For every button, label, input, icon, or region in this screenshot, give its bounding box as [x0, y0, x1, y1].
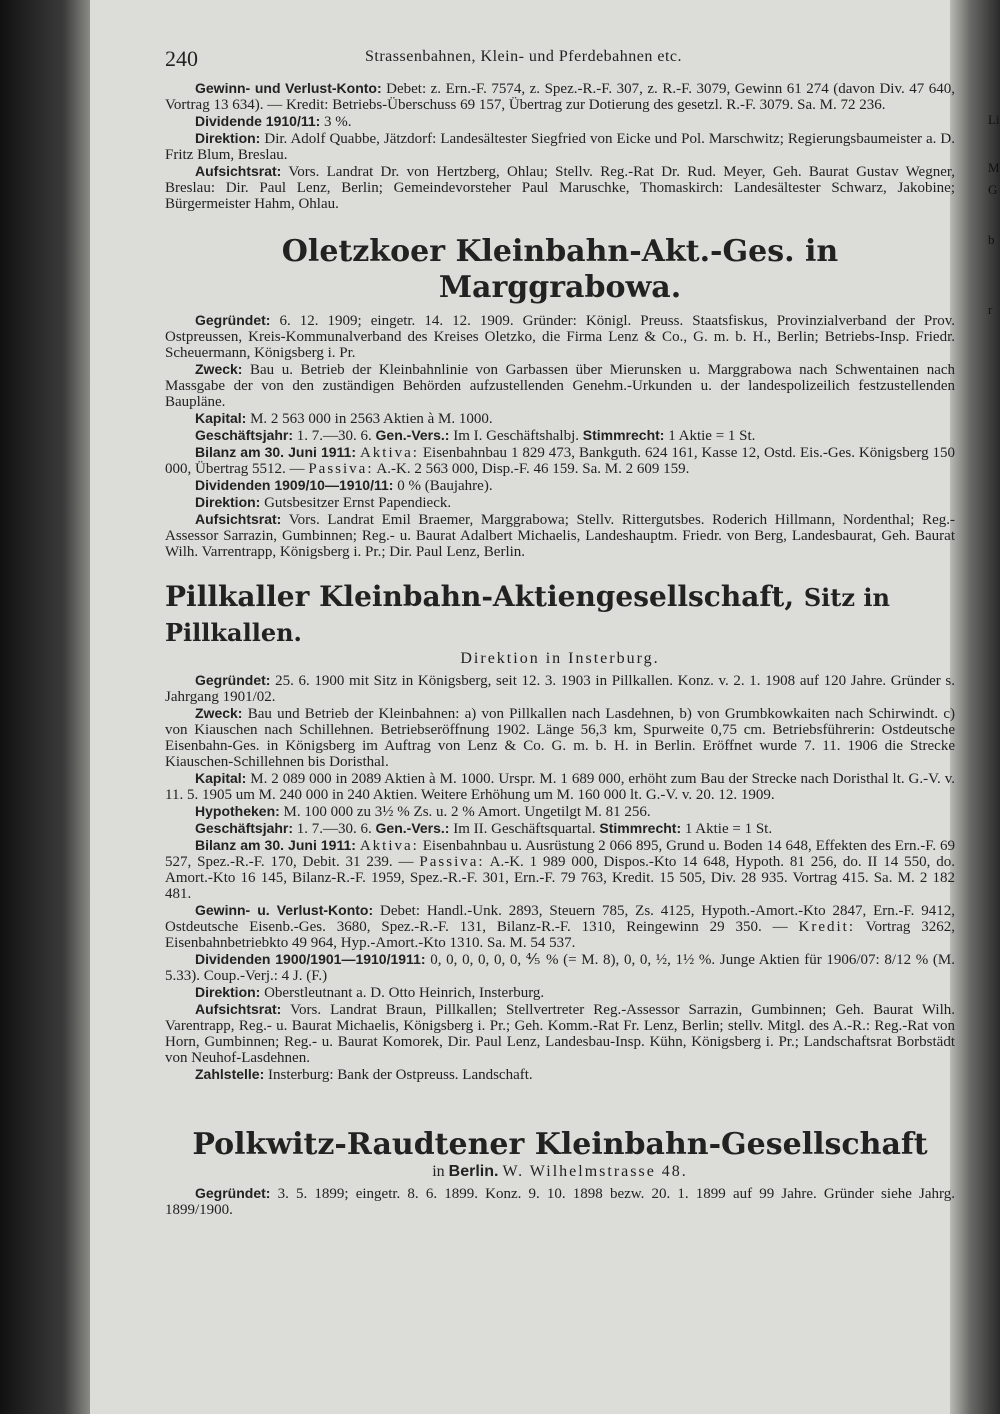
aufsichtsrat-entry [165, 163, 955, 212]
margin-fragment: b [988, 232, 995, 247]
hypotheken-entry [165, 803, 955, 820]
entry-text: Dir. Adolf Quabbe, Jätzdorf: Landesältester Siegfried von Eicke und Pol. Marschwitz; Regierungsbaumeister a. D. Fritz Blum, Breslau. [165, 131, 956, 163]
sub-in: in [432, 1163, 445, 1180]
geschaeftsjahr-entry [165, 427, 955, 444]
aktiva-label: Aktiva: [359, 445, 419, 461]
entry-text: Vors. Landrat Dr. von Hertzberg, Ohlau; Stellv. Reg.-Rat Dr. Rud. Meyer, Geh. Baurat Gustav Wegner, Breslau: Dir. Paul Lenz, Berlin; Gemeindevorsteher Paul Maruschke, Thomaskirch: Landesältester Schwarz, Jakobine; Bürgermeister Hahm, Ohlau. [165, 164, 956, 212]
entry-text: Debet: z. Ern.-F. 7574, z. Spez.-R.-F. 307, z. R.-F. 3079, Gewinn 61 274 (davon Div. 47 640, Vortrag 13 634). — Kredit: Betriebs-Überschuss 69 157, Übertrag zur Dotierung des gesetzl. R.-F. 3079. Sa. M. 72 236. [165, 81, 955, 113]
entry-text: 6. 12. 1909; eingetr. 14. 12. 1909. Gründer: Königl. Preuss. Staatsfiskus, Provinzialverband der Prov. Ostpreussen, Kreis-Kommunalverband des Kreises Oletzko, die Firma Lenz & Co., G. m. b. H., Berlin; Betriebs-Insp. Friedr. Scheuermann, Königsberg i. Pr. [165, 313, 955, 361]
margin-fragment: G [988, 182, 998, 197]
entry-text: A.-K. 1 989 000, Dispos.-Kto 14 648, Hypoth. 81 256, do. II 14 550, do. Amort.-Kto 16 145, Bilanz-R.-F. 1959, Spez.-R.-F. 301, Ern.-F. 79 763, Kredit. 15 505, Div. 28 935. Vortrag 415. Sa. M. 2 182 481. [165, 854, 956, 902]
sub-city: Berlin. [448, 1163, 499, 1180]
direktion-entry [165, 130, 955, 163]
company-heading-polkwitz: Polkwitz-Raudtener Kleinbahn-Gesellschaft [192, 1127, 928, 1162]
aktiva-label: Aktiva: [359, 838, 419, 854]
company-heading-oletzko: Oletzkoer Kleinbahn-Akt.-Ges. in Marggrabowa. [281, 234, 839, 305]
company-subheading [165, 1163, 955, 1181]
entry-text: M. 2 089 000 in 2089 Aktien à M. 1000. Urspr. M. 1 689 000, erhöht zum Bau der Strecke nach Doristhal lt. G.-V. v. 11. 5. 1905 um M. 240 000 in 240 Aktien. Weitere Erhöhung um M. 160 000 lt. G.-V. v. 20. 12. 1909. [165, 771, 955, 803]
sub-address: W. Wilhelmstrasse 48. [502, 1163, 688, 1180]
entry-key: Direktion: [195, 130, 261, 146]
entry-key: Stimmrecht: [582, 427, 665, 443]
page-content [165, 40, 955, 1218]
company-heading-pillkallen [165, 580, 955, 650]
bilanz-entry [165, 444, 955, 477]
dividenden-entry [165, 477, 955, 494]
entry-key: Bilanz am 30. Juni 1911: [195, 444, 356, 460]
kapital-entry [165, 410, 955, 427]
kredit-label: Kredit: [798, 919, 856, 935]
entry-key: Gegründet: [195, 672, 271, 688]
entry-text: Im II. Geschäftsquartal. [453, 821, 596, 837]
scan-left-edge [0, 0, 90, 1414]
page-number: 240 [165, 46, 198, 71]
entry-text: Vors. Landrat Braun, Pillkallen; Stellvertreter Reg.-Assessor Sarrazin, Gumbinnen; Geh. Baurat Wilh. Varentrapp, Reg.- u. Baurat Michaelis, Königsberg i. Pr.; Geh. Komm.-Rat Fr. Lenz, Berlin; stellv. Mitgl. des A.-R.: Reg.-Rat von Horn, Gumbinnen; Reg.- u. Baurat Komorek, Dir. Paul Lenz, Landesbau-Insp. Kühn, Königsberg i. Pr.; Landschaftsrat Borbstädt von Neuhof-Lasdehnen. [165, 1002, 955, 1066]
entry-text: Im I. Geschäftshalbj. [453, 428, 580, 444]
entry-key: Dividenden 1909/10—1910/11: [195, 477, 394, 493]
zweck-entry [165, 705, 955, 770]
margin-fragment: Li [988, 112, 1000, 127]
debet-label: Debet: [380, 903, 420, 919]
entry-key: Kapital: [195, 770, 247, 786]
entry-text: Handl.-Unk. 2893, Steuern 785, Zs. 4125, Hypoth.-Amort.-Kto 2847, Ern.-F. 9412, Ostdeutsche Eisenb.-Ges. 3680, Spez.-R.-F. 131, Bilanz-R.-F. 1310, Reingewinn 29 350. — [165, 903, 955, 935]
dividenden-entry [165, 951, 955, 984]
running-title: Strassenbahnen, Klein- und Pferdebahnen etc. [365, 48, 683, 65]
gewinn-verlust-entry [165, 80, 955, 113]
entry-key: Aufsichtsrat: [195, 511, 282, 527]
entry-text: Oberstleutnant a. D. Otto Heinrich, Insterburg. [264, 985, 545, 1001]
zweck-entry [165, 361, 955, 410]
gegruendet-entry [165, 672, 955, 705]
scan-right-edge [950, 0, 1000, 1414]
entry-text: Bau und Betrieb der Kleinbahnen: a) von Pillkallen nach Lasdehnen, b) von Grumbkowkaiten nach Schirwindt. c) von Kiauschen nach Schillehnen. Betriebseröffnung 1902. Länge 56,3 km, Spurweite 0,75 cm. Betriebsführerin: Ostdeutsche Eisenbahn-Ges. in Königsberg im Auftrag von Lenz & Co. G. m. b. H. in Berlin. Eröffnet wurde 7. 11. 1906 die Strecke Kiauschen-Schillehnen bis Doristhal. [165, 706, 956, 770]
entry-key: Zahlstelle: [195, 1066, 265, 1082]
aufsichtsrat-entry [165, 1001, 955, 1066]
entry-key: Hypotheken: [195, 803, 280, 819]
entry-key: Stimmrecht: [599, 820, 682, 836]
entry-text: Bau u. Betrieb der Kleinbahnlinie von Garbassen über Mierunsken u. Marggrabowa nach Schwentainen nach Massgabe der von den zuständigen Behörden aufzustellenden Genehm.-Urkunden u. der landespolizeilich festzustellenden Baupläne. [165, 362, 956, 410]
entry-key: Dividenden 1900/1901—1910/1911: [195, 951, 426, 967]
entry-text: M. 100 000 zu 3½ % Zs. u. 2 % Amort. Ungetilgt M. 81 256. [283, 804, 651, 820]
entry-text: Vortrag 3262, Eisenbahnbetriebkto 49 964, Hyp.-Amort.-Kto 1310. Sa. M. 54 537. [165, 919, 956, 951]
entry-text: 3 %. [324, 114, 352, 130]
entry-text: 0, 0, 0, 0, 0, 0, ⅘ % (= M. 8), 0, 0, ½, 1½ %. Junge Aktien für 1906/07: 8/12 % (M. 5.33). Coup.-Verj.: 4 J. (F.) [165, 952, 956, 984]
heading-name: Pillkaller Kleinbahn-Aktiengesellschaft, [165, 580, 795, 613]
entry-key: Geschäftsjahr: [195, 427, 294, 443]
entry-text: 3. 5. 1899; eingetr. 8. 6. 1899. Konz. 9. 10. 1898 bezw. 20. 1. 1899 auf 99 Jahre. Gründer siehe Jahrg. 1899/1900. [165, 1186, 955, 1218]
entry-text: A.-K. 2 563 000, Disp.-F. 46 159. Sa. M. 2 609 159. [376, 461, 690, 477]
entry-text: Eisenbahnbau u. Ausrüstung 2 066 895, Grund u. Boden 14 648, Effekten des Ern.-F. 69 527, Spez.-R.-F. 170, Debit. 31 239. — [165, 838, 956, 870]
entry-text: Eisenbahnbau 1 829 473, Bankguth. 624 161, Kasse 12, Ostd. Eis.-Ges. Königsberg 150 000, Übertrag 5512. — [165, 445, 956, 477]
entry-key: Aufsichtsrat: [195, 163, 282, 179]
entry-key: Aufsichtsrat: [195, 1001, 282, 1017]
entry-key: Gewinn- u. Verlust-Konto: [195, 902, 374, 918]
entry-key: Kapital: [195, 410, 247, 426]
passiva-label: Passiva: [308, 461, 374, 477]
entry-key: Geschäftsjahr: [195, 820, 294, 836]
heading-location: Sitz in Pillkallen. [165, 583, 890, 647]
dividende-entry [165, 113, 955, 130]
entry-text: 1 Aktie = 1 St. [668, 428, 756, 444]
gewinn-verlust-entry [165, 902, 955, 951]
kapital-entry [165, 770, 955, 803]
entry-text: Gutsbesitzer Ernst Papendieck. [264, 495, 452, 511]
margin-fragment: M [988, 160, 1000, 175]
entry-key: Gegründet: [195, 1185, 271, 1201]
passiva-label: Passiva: [419, 854, 485, 870]
entry-text: Vors. Landrat Emil Braemer, Marggrabowa; Stellv. Rittergutsbes. Roderich Hillmann, Nordenthal; Reg.-Assessor Sarrazin, Gumbinnen; Reg.- u. Baurat Adalbert Michaelis, Landeshauptm. Friedr. von Berg, Landesbaurat, Geh. Baurat Wilh. Varrentrapp, Königsberg i. Pr.; Dir. Paul Lenz, Berlin. [165, 512, 956, 560]
entry-key: Gegründet: [195, 312, 271, 328]
geschaeftsjahr-entry [165, 820, 955, 837]
entry-key: Gen.-Vers.: [375, 427, 450, 443]
entry-text: 25. 6. 1900 mit Sitz in Königsberg, seit 12. 3. 1903 in Pillkallen. Konz. v. 2. 1. 1908 auf 120 Jahre. Gründer s. Jahrgang 1901/02. [165, 673, 955, 705]
zahlstelle-entry [165, 1066, 955, 1083]
page-header [165, 40, 955, 80]
entry-key: Gewinn- und Verlust-Konto: [195, 80, 382, 96]
direktion-entry [165, 984, 955, 1001]
entry-key: Bilanz am 30. Juni 1911: [195, 837, 356, 853]
aufsichtsrat-entry [165, 511, 955, 560]
entry-text: M. 2 563 000 in 2563 Aktien à M. 1000. [250, 411, 493, 427]
entry-text: Insterburg: Bank der Ostpreuss. Landschaft. [268, 1067, 533, 1083]
entry-key: Zweck: [195, 705, 243, 721]
direktion-entry [165, 494, 955, 511]
gegruendet-entry [165, 312, 955, 361]
gegruendet-entry [165, 1185, 955, 1218]
entry-text: 1. 7.—30. 6. [296, 821, 372, 837]
company-subheading: Direktion in Insterburg. [460, 650, 660, 667]
entry-key: Zweck: [195, 361, 243, 377]
entry-key: Direktion: [195, 984, 261, 1000]
entry-text: 0 % (Baujahre). [397, 478, 493, 494]
entry-text: 1. 7.—30. 6. [296, 428, 372, 444]
entry-text: 1 Aktie = 1 St. [684, 821, 773, 837]
margin-fragment: r [988, 302, 993, 317]
entry-key: Direktion: [195, 494, 261, 510]
entry-key: Gen.-Vers.: [375, 820, 450, 836]
bilanz-entry [165, 837, 955, 902]
entry-key: Dividende 1910/11: [195, 113, 321, 129]
